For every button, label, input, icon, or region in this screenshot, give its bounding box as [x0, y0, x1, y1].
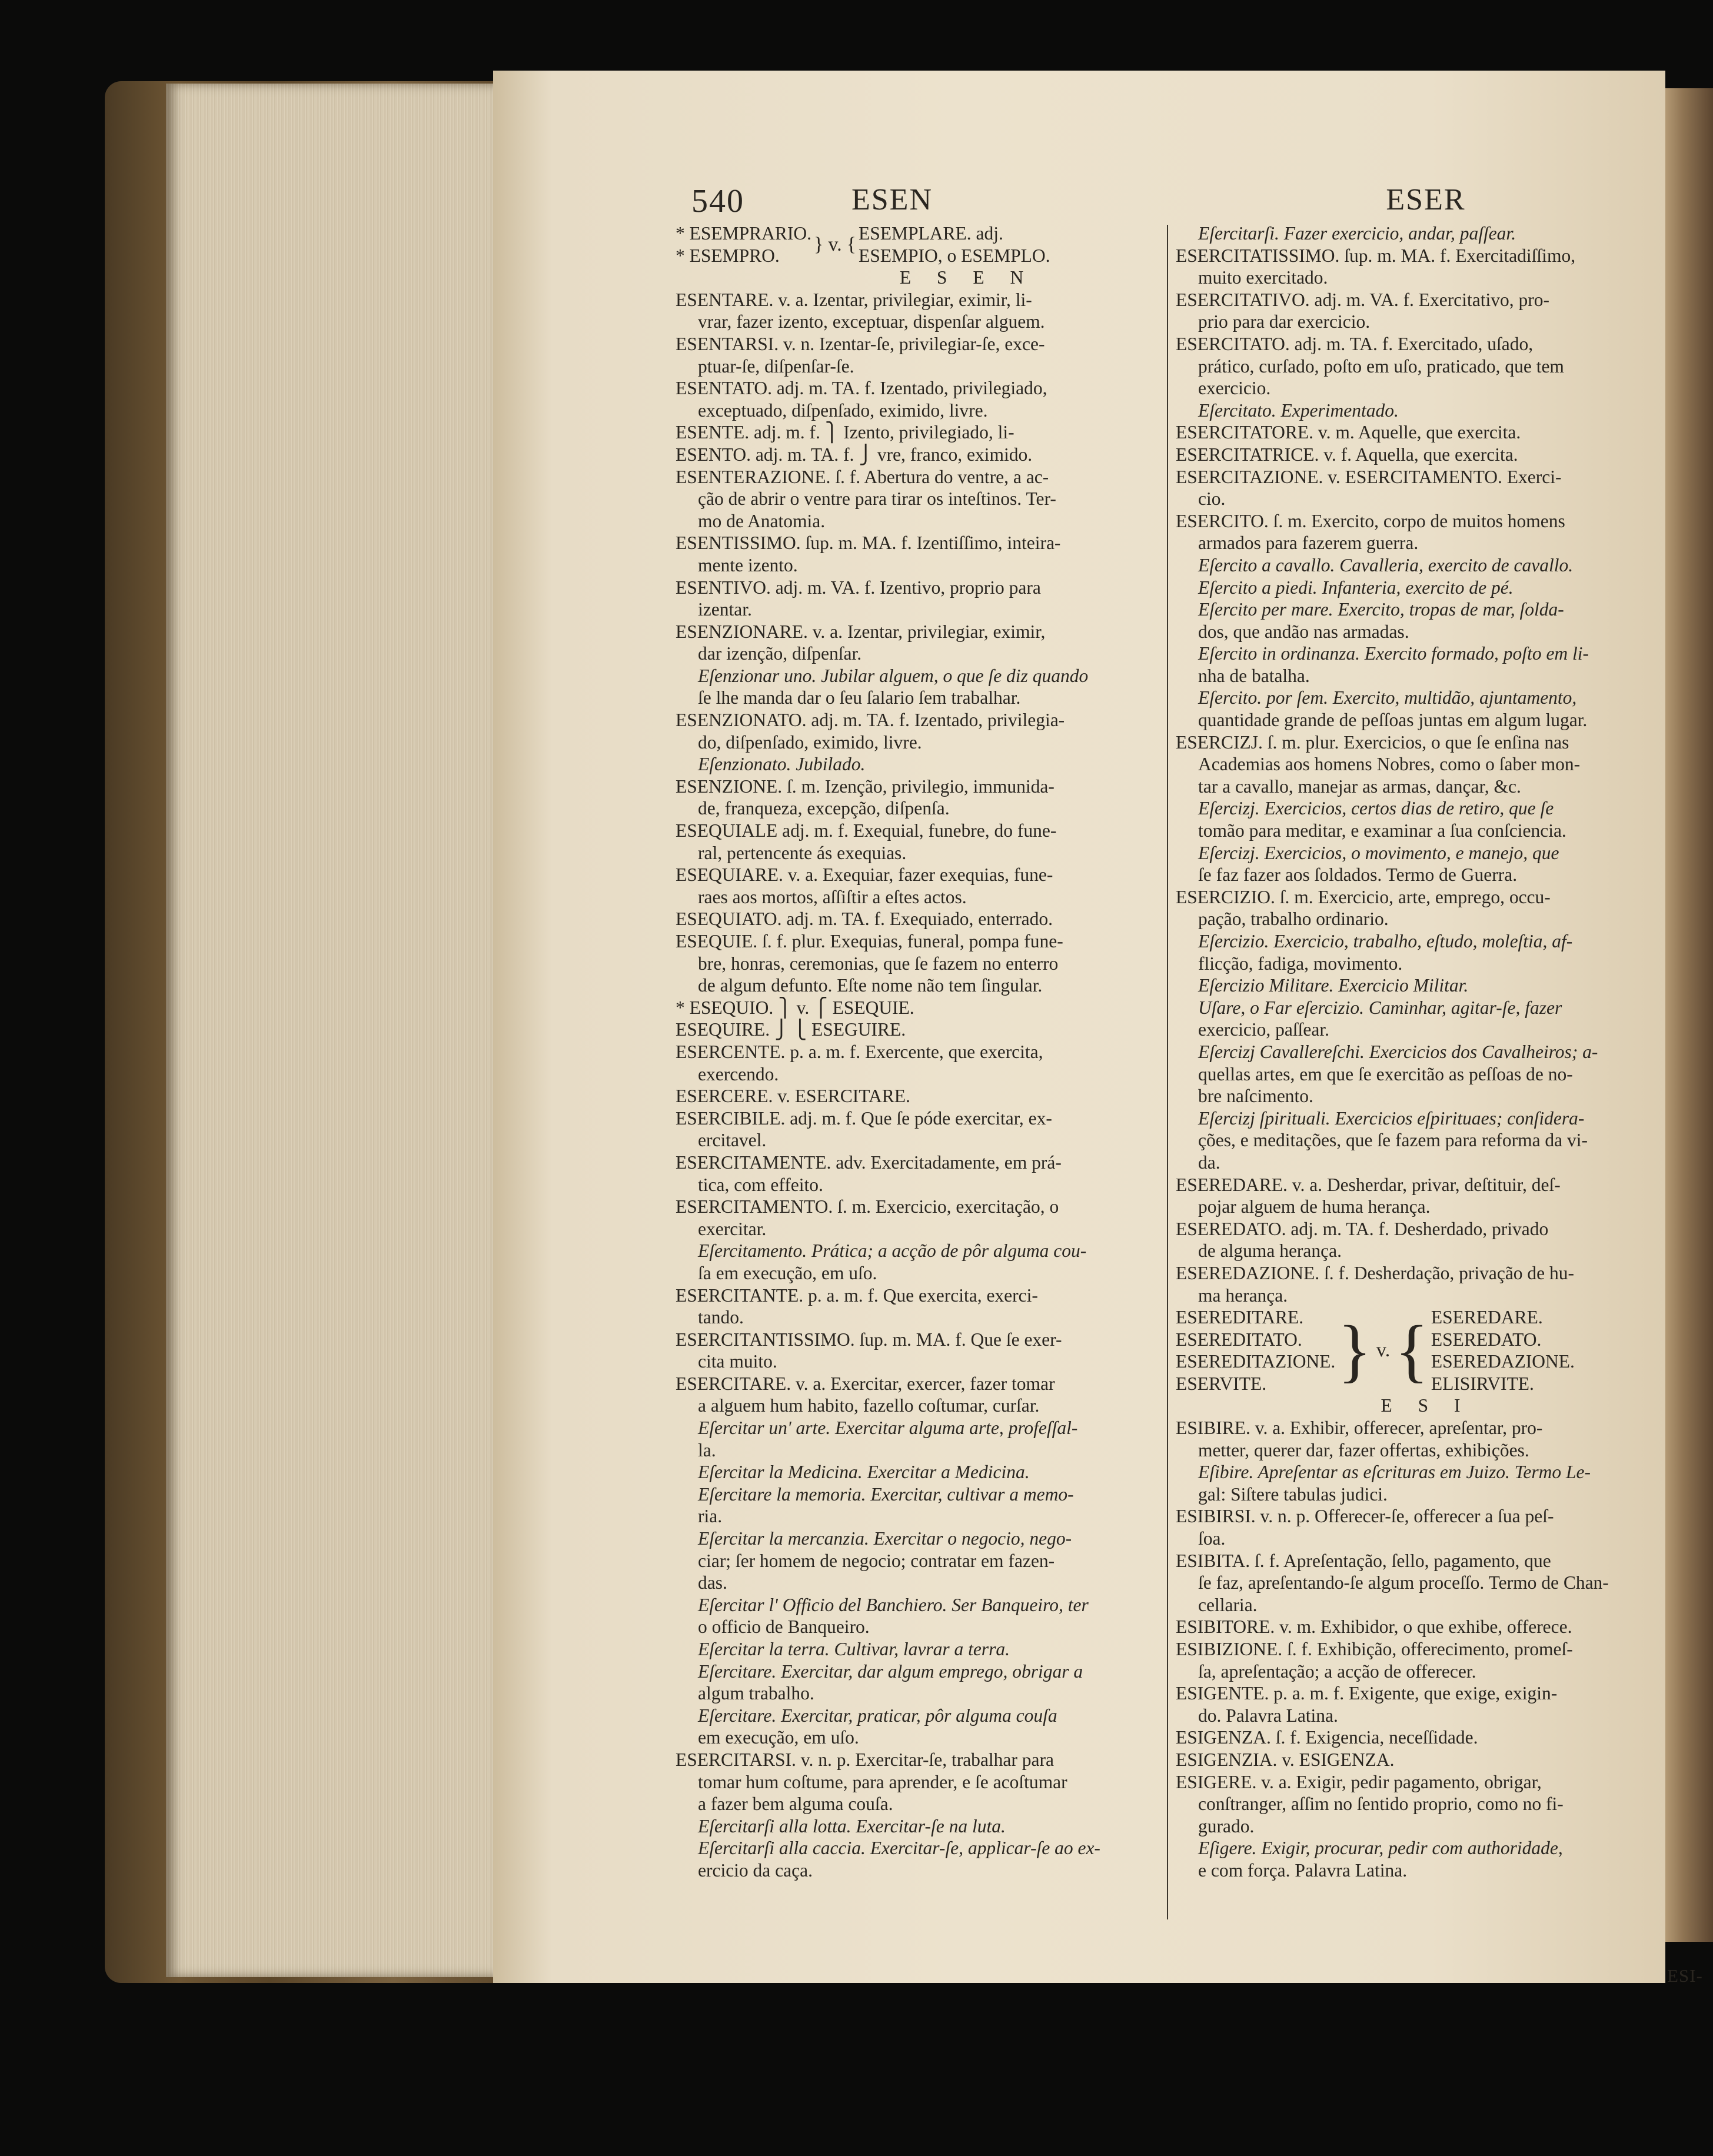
entry-line: Eſercitamento. Prática; a acção de pôr alguma cou-	[698, 1240, 1087, 1262]
entry-line: de algum defunto. Eſte nome não tem ſingular.	[698, 975, 1043, 996]
entry-line: cita muito.	[698, 1351, 777, 1372]
entry-line: ESENTIVO. adj. m. VA. f. Izentivo, proprio para	[676, 577, 1041, 598]
entry-line: prio para dar exercicio.	[1198, 311, 1371, 332]
entry-line: ESIBITA. ſ. f. Apreſentação, ſello, pagamento, que	[1176, 1550, 1551, 1571]
entry-line: Eſercito in ordinanza. Exercito formado, poſto em li-	[1198, 643, 1589, 664]
entry-line: ESERCIBILE. adj. m. f. Que ſe póde exercitar, ex-	[676, 1107, 1052, 1129]
entry-line: ESENTATO. adj. m. TA. f. Izentado, privilegiado,	[676, 378, 1047, 399]
entry-line: exceptuado, diſpenſado, eximido, livre.	[698, 400, 988, 421]
entry-line: ESERCIZIO. ſ. m. Exercicio, arte, emprego, occu-	[1176, 886, 1551, 907]
entry-line: Eſibire. Apreſentar as eſcrituras em Juizo. Termo Le-	[1198, 1462, 1591, 1483]
group-term: * ESEMPRO.	[676, 245, 780, 266]
entry-line: Eſercitare la memoria. Exercitar, cultivar a memo-	[698, 1483, 1074, 1505]
entry-line: Uſare, o Far eſercizio. Caminhar, agitar-ſe, fazer	[1198, 997, 1562, 1018]
entry-line: flicção, fadiga, movimento.	[1198, 953, 1403, 974]
entry-line: ESERCITAMENTE. adv. Exercitadamente, em prá-	[676, 1152, 1062, 1173]
entry-line: ESENTE. adj. m. f. ⎫ Izento, privilegiado, li-	[676, 422, 1015, 443]
cross-reference-group	[676, 222, 1258, 267]
entry-line: Eſercizj ſpirituali. Exercicios eſpirituaes; conſidera-	[1198, 1107, 1585, 1129]
entry-line: Academias aos homens Nobres, como o ſaber mon-	[1198, 754, 1581, 775]
entry-line: algum trabalho.	[698, 1683, 814, 1704]
entry-line: ções, e meditações, que ſe fazem para reforma da vi-	[1198, 1130, 1588, 1151]
entry-line: exercicio, paſſear.	[1198, 1019, 1329, 1040]
entry-line: Eſercitarſi alla caccia. Exercitar-ſe, applicar-ſe ao ex-	[698, 1838, 1100, 1859]
entry-line: ral, pertencente ás exequias.	[698, 842, 907, 863]
entry-line: ESIGERE. v. a. Exigir, pedir pagamento, obrigar,	[1176, 1771, 1542, 1792]
entry-line: tica, com effeito.	[698, 1174, 823, 1195]
entry-line: Eſercitar l' Officio del Banchiero. Ser Banqueiro, ter	[698, 1594, 1089, 1615]
section-head: E S I	[1381, 1395, 1471, 1416]
running-head-left: ESEN	[851, 183, 933, 217]
entry-line: Eſercitar la Medicina. Exercitar a Medicina.	[698, 1462, 1030, 1483]
entry-line: ESERCITATO. adj. m. TA. f. Exercitado, uſado,	[1176, 333, 1534, 354]
entry-line: ESERCIZJ. ſ. m. plur. Exercicios, o que ſe enſina nas	[1176, 731, 1569, 753]
entry-line: ESIBIRSI. v. n. p. Offerecer-ſe, offerecer a ſua peſ-	[1176, 1506, 1554, 1527]
group-term: ESEREDITATO.	[1176, 1329, 1302, 1350]
brace-icon: {	[1395, 1311, 1429, 1390]
entry-line: muito exercitado.	[1198, 267, 1328, 288]
entry-line: armados para fazerem guerra.	[1198, 533, 1419, 554]
entry-line: Eſercitarſi. Fazer exercicio, andar, paſſear.	[1198, 223, 1516, 244]
entry-line: raes aos mortos, aſſiſtir a eſtes actos.	[698, 886, 967, 907]
right-entries	[1176, 222, 1676, 1306]
entry-line: ria.	[698, 1506, 723, 1527]
entry-line: ESIBIZIONE. ſ. f. Exhibição, offerecimento, promeſ-	[1176, 1639, 1573, 1659]
entry-line: ESERCITATIVO. adj. m. VA. f. Exercitativo, pro-	[1176, 289, 1549, 310]
group-term: ESERVITE.	[1176, 1373, 1267, 1394]
left-entries	[676, 289, 1258, 1882]
entry-line: ESERCITARE. v. a. Exercitar, exercer, fazer tomar	[676, 1373, 1055, 1394]
entry-line: bre, honras, ceremonias, que ſe fazem no enterro	[698, 953, 1059, 974]
entry-line: metter, querer dar, fazer offertas, exhibições.	[1198, 1439, 1529, 1460]
brace-icon: }	[814, 233, 824, 255]
entry-line: ESENTO. adj. m. TA. f. ⎭ vre, franco, eximido.	[676, 444, 1033, 465]
entry-line: bre naſcimento.	[1198, 1086, 1313, 1107]
entry-line: o officio de Banqueiro.	[698, 1616, 870, 1638]
entry-line: Eſercitato. Experimentado.	[1198, 400, 1399, 421]
entry-line: ercitavel.	[698, 1130, 767, 1151]
group-ref: ESEMPLARE. adj.	[859, 223, 1003, 244]
entry-line: ciar; ſer homem de negocio; contratar em fazen-	[698, 1550, 1055, 1571]
entry-line: conſtranger, aſſim no ſentido proprio, como no fi-	[1198, 1794, 1564, 1815]
catchword: ESI-	[1667, 1965, 1703, 1986]
entry-line: cio.	[1198, 488, 1226, 510]
entry-line: ESENTISSIMO. ſup. m. MA. f. Izentiſſimo, inteira-	[676, 533, 1061, 554]
entry-line: do, diſpenſado, eximido, livre.	[698, 731, 922, 753]
entry-line: ESENTERAZIONE. ſ. f. Abertura do ventre, a ac-	[676, 466, 1049, 487]
entry-line: ESIGENTE. p. a. m. f. Exigente, que exige, exigin-	[1176, 1683, 1558, 1704]
group-ref: ELISIRVITE.	[1431, 1373, 1534, 1394]
page-number: 540	[691, 183, 744, 219]
entry-line: ESERCITANTE. p. a. m. f. Que exercita, exerci-	[676, 1285, 1038, 1306]
entry-line: Eſercito per mare. Exercito, tropas de mar, ſolda-	[1198, 599, 1564, 620]
section-head: E S E N	[899, 267, 1035, 288]
entry-line: Eſenzionato. Jubilado.	[698, 754, 866, 775]
entry-line: ſoa.	[1198, 1528, 1226, 1549]
entry-line: ESEQUIARE. v. a. Exequiar, fazer exequias, fune-	[676, 864, 1053, 886]
entry-line: ESENZIONARE. v. a. Izentar, privilegiar, eximir,	[676, 621, 1046, 642]
entry-line: ESERCITAMENTO. ſ. m. Exercicio, exercitação, o	[676, 1196, 1059, 1217]
entry-line: exercendo.	[698, 1063, 779, 1084]
entry-line: mo de Anatomia.	[698, 510, 826, 531]
entry-line: ESERCITO. ſ. m. Exercito, corpo de muitos homens	[1176, 510, 1565, 531]
entry-line: ESIGENZA. ſ. f. Exigencia, neceſſidade.	[1176, 1727, 1478, 1748]
entry-line: dar izenção, diſpenſar.	[698, 643, 862, 664]
entry-line: Eſercito a piedi. Infanteria, exercito de pé.	[1198, 577, 1514, 598]
entry-line: ESEREDAZIONE. ſ. f. Desherdação, privação de hu-	[1176, 1262, 1575, 1283]
entry-line: dos, que andão nas armadas.	[1198, 621, 1409, 642]
entry-line: ESIBIRE. v. a. Exhibir, offerecer, apreſentar, pro-	[1176, 1418, 1543, 1439]
entry-line: ESEQUIATO. adj. m. TA. f. Exequiado, enterrado.	[676, 909, 1053, 930]
entry-line: gal: Siſtere tabulas judici.	[1198, 1483, 1388, 1505]
entry-line: ESERCITATISSIMO. ſup. m. MA. f. Exercitadiſſimo,	[1176, 245, 1576, 266]
entry-line: tomão para meditar, e examinar a ſua conſciencia.	[1198, 820, 1566, 841]
entry-line: Eſigere. Exigir, procurar, pedir com authoridade,	[1198, 1838, 1563, 1859]
right-entries-after	[1176, 1417, 1676, 1881]
entry-line: em execução, em uſo.	[698, 1727, 859, 1748]
entry-line: exercicio.	[1198, 378, 1271, 399]
entry-line: quellas artes, em que ſe exercitão as peſſoas de no-	[1198, 1063, 1573, 1084]
entry-line: ção de abrir o ventre para tirar os inteſtinos. Ter-	[698, 488, 1056, 510]
entry-line: tando.	[698, 1307, 744, 1328]
entry-line: Eſercizj. Exercicios, o movimento, e manejo, que	[1198, 842, 1559, 863]
entry-line: ESERCERE. v. ESERCITARE.	[676, 1086, 910, 1107]
entry-line: ESENTARE. v. a. Izentar, privilegiar, eximir, li-	[676, 289, 1032, 310]
entry-line: Eſercizio Militare. Exercicio Militar.	[1198, 975, 1469, 996]
entry-line: ESERCITATORE. v. m. Aquelle, que exercita.	[1176, 422, 1521, 443]
entry-line: da.	[1198, 1152, 1220, 1173]
entry-line: tomar hum coſtume, para aprender, e ſe acoſtumar	[698, 1771, 1067, 1792]
entry-line: ercicio da caça.	[698, 1859, 813, 1881]
entry-line: ſe faz, apreſentando-ſe algum proceſſo. Termo de Chan-	[1198, 1572, 1609, 1593]
entry-line: vrar, fazer izento, exceptuar, dispenſar alguem.	[698, 311, 1045, 332]
entry-line: das.	[698, 1572, 727, 1593]
entry-line: quantidade grande de peſſoas juntas em algum lugar.	[1198, 710, 1588, 731]
group-term: ESEREDITARE.	[1176, 1307, 1304, 1328]
cross-reference-group	[1176, 1306, 1676, 1395]
entry-line: Eſercitarſi alla lotta. Exercitar-ſe na luta.	[698, 1815, 1006, 1836]
group-mid: v.	[1376, 1339, 1391, 1362]
right-column	[1176, 222, 1676, 1882]
group-term: * ESEMPRARIO.	[676, 223, 812, 244]
group-ref: ESEREDARE.	[1431, 1307, 1543, 1328]
entry-line: a fazer bem alguma couſa.	[698, 1794, 893, 1815]
entry-line: Eſercizj Cavallereſchi. Exercicios dos Cavalheiros; a-	[1198, 1041, 1598, 1062]
entry-line: ESENTARSI. v. n. Izentar-ſe, privilegiar-ſe, exce-	[676, 333, 1045, 354]
entry-line: pação, trabalho ordinario.	[1198, 909, 1389, 930]
group-mid: v.	[828, 233, 842, 255]
entry-line: ſe faz fazer aos ſoldados. Termo de Guerra.	[1198, 864, 1518, 886]
entry-line: ESEQUIRE. ⎭ ⎩ ESEGUIRE.	[676, 1019, 906, 1040]
entry-line: ſe lhe manda dar o ſeu ſalario ſem trabalhar.	[698, 687, 1021, 708]
entry-line: ma herança.	[1198, 1285, 1288, 1306]
entry-line: mente izento.	[698, 554, 798, 575]
entry-line: prático, curſado, poſto em uſo, praticado, que tem	[1198, 355, 1564, 377]
entry-line: Eſercitar un' arte. Exercitar alguma arte, profeſſal-	[698, 1418, 1078, 1439]
entry-line: ESEQUIE. ſ. f. plur. Exequias, funeral, pompa fune-	[676, 931, 1063, 951]
entry-line: Eſercitar la terra. Cultivar, lavrar a terra.	[698, 1639, 1010, 1659]
entry-line: a alguem hum habito, fazello coſtumar, curſar.	[698, 1395, 1040, 1416]
entry-line: pojar alguem de huma herança.	[1198, 1196, 1431, 1217]
entry-line: Eſercito. por ſem. Exercito, multidão, ajuntamento,	[1198, 687, 1577, 708]
group-ref: ESEREDAZIONE.	[1431, 1351, 1575, 1372]
entry-line: de alguma herança.	[1198, 1240, 1342, 1262]
entry-line: Eſercitare. Exercitar, praticar, pôr alguma couſa	[698, 1705, 1057, 1726]
entry-line: ESERCENTE. p. a. m. f. Exercente, que exercita,	[676, 1041, 1043, 1062]
entry-line: ESEQUIALE adj. m. f. Exequial, funebre, do fune-	[676, 820, 1057, 841]
entry-line: tar a cavallo, manejar as armas, dançar, &c.	[1198, 776, 1521, 797]
entry-line: ſa, apreſentação; a acção de offerecer.	[1198, 1661, 1476, 1682]
entry-line: ptuar-ſe, diſpenſar-ſe.	[698, 355, 854, 377]
entry-line: la.	[698, 1439, 716, 1460]
page-edges	[166, 84, 494, 1977]
entry-line: ESERCITATRICE. v. f. Aquella, que exercita.	[1176, 444, 1518, 465]
entry-line: Eſenzionar uno. Jubilar alguem, o que ſe diz quando	[698, 665, 1089, 686]
entry-line: izentar.	[698, 599, 752, 620]
entry-line: Eſercizio. Exercicio, trabalho, eſtudo, moleſtia, af-	[1198, 931, 1573, 951]
entry-line: gurado.	[1198, 1815, 1255, 1836]
left-column	[676, 222, 1258, 1882]
group-ref: ESEMPIO, o ESEMPLO.	[859, 245, 1050, 266]
entry-line: ESIBITORE. v. m. Exhibidor, o que exhibe, offerece.	[1176, 1616, 1572, 1638]
running-head-right: ESER	[1386, 183, 1466, 217]
group-ref: ESEREDATO.	[1431, 1329, 1542, 1350]
entry-line: ESEREDARE. v. a. Desherdar, privar, deſtituir, deſ-	[1176, 1174, 1561, 1195]
entry-line: ESERCITANTISSIMO. ſup. m. MA. f. Que ſe exer-	[676, 1329, 1062, 1350]
entry-line: nha de batalha.	[1198, 665, 1310, 686]
entry-line: * ESEQUIO. ⎫ v. ⎧ ESEQUIE.	[676, 997, 914, 1018]
entry-line: exercitar.	[698, 1218, 767, 1239]
entry-line: e com força. Palavra Latina.	[1198, 1859, 1408, 1881]
group-term: ESEREDITAZIONE.	[1176, 1351, 1336, 1372]
entry-line: Eſercitare. Exercitar, dar algum emprego, obrigar a	[698, 1661, 1083, 1682]
column-rule	[1167, 225, 1168, 1919]
brace-icon: {	[846, 233, 856, 255]
book-page	[493, 71, 1703, 1986]
entry-line: ESENZIONATO. adj. m. TA. f. Izentado, privilegia-	[676, 710, 1065, 731]
entry-line: Eſercizj. Exercicios, certos dias de retiro, que ſe	[1198, 798, 1554, 819]
entry-line: cellaria.	[1198, 1594, 1258, 1615]
entry-line: de, franqueza, excepção, diſpenſa.	[698, 798, 950, 819]
entry-line: ESEREDATO. adj. m. TA. f. Desherdado, privado	[1176, 1218, 1549, 1239]
entry-line: ESIGENZIA. v. ESIGENZA.	[1176, 1749, 1395, 1770]
entry-line: ESENZIONE. ſ. m. Izenção, privilegio, immunida-	[676, 776, 1055, 797]
entry-line: Eſercitar la mercanzia. Exercitar o negocio, nego-	[698, 1528, 1072, 1549]
brace-icon: }	[1338, 1311, 1372, 1390]
entry-line: do. Palavra Latina.	[1198, 1705, 1338, 1726]
entry-line: ESERCITARSI. v. n. p. Exercitar-ſe, trabalhar para	[676, 1749, 1054, 1770]
entry-line: ſa em execução, em uſo.	[698, 1262, 877, 1283]
entry-line: ESERCITAZIONE. v. ESERCITAMENTO. Exerci-	[1176, 466, 1562, 487]
entry-line: Eſercito a cavallo. Cavalleria, exercito de cavallo.	[1198, 554, 1574, 575]
